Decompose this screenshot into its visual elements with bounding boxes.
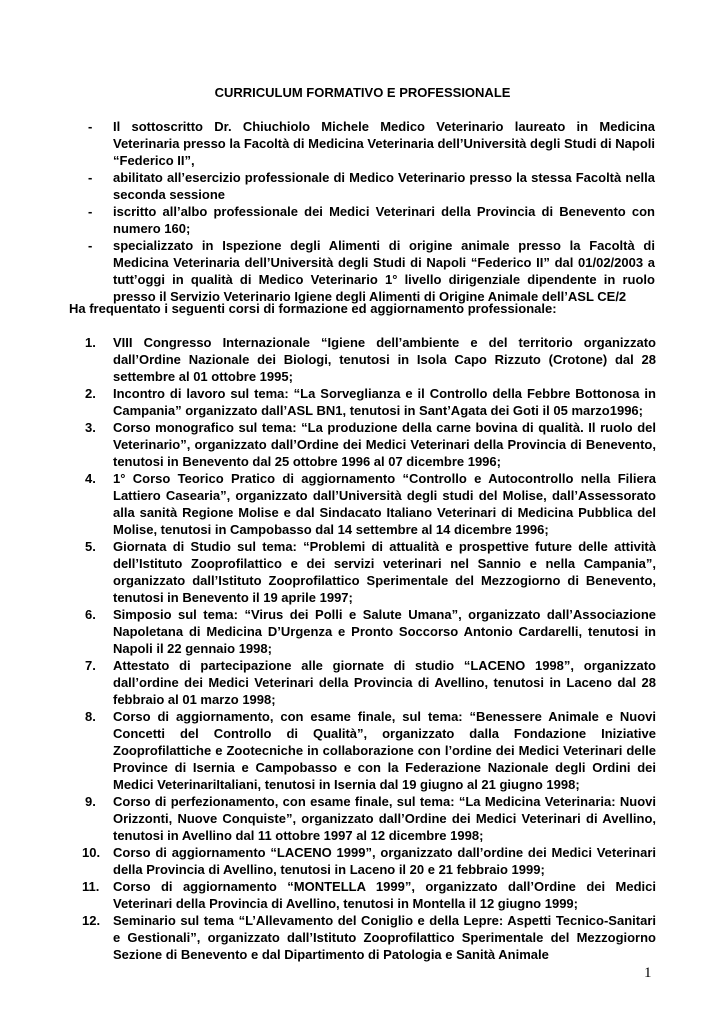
- item-number: 4.: [85, 471, 96, 486]
- item-text: Seminario sul tema “L’Allevamento del Coniglio e della Lepre: Aspetti Tecnico-Sanitari e Gestionali”, organizzato dall’Istituto Zooprofilattico Sperimentale del Mezzogiorno Sezione di Benevento e dal Dipartimento di Patologia e Sanità Animale: [113, 913, 656, 962]
- item-text: Corso di aggiornamento, con esame finale, sul tema: “Benessere Animale e Nuovi Concetti del Controllo di Qualità”, organizzato dalla Fondazione Iniziative Zooprofilattiche e Zootecniche in collaborazione con l’ordine dei Medici Veterinari delle Province di Isernia e Campobasso e con la Federazione Nazionale degli Ordini dei Medici VeterinariItaliani, tenutosi in Isernia dal 19 giugno al 21 giugno 1998;: [113, 709, 656, 792]
- item-number: 10.: [82, 845, 101, 860]
- item-number: 3.: [85, 420, 96, 435]
- item-text: Simposio sul tema: “Virus dei Polli e Salute Umana”, organizzato dall’Associazione Napoletana di Medicina D’Urgenza e Pronto Soccorso Antonio Cardarelli, tenutosi in Napoli il 22 gennaio 1998;: [113, 607, 656, 656]
- list-item: - specializzato in Ispezione degli Alimenti di origine animale presso la Facoltà di Medicina Veterinaria dell’Università degli Studi di Napoli “Federico II” dal 01/02/2003 a tutt’oggi in qualità di Medico Veterinario 1° livello dirigenziale dipendente in ruolo presso il Servizio Veterinario Igiene degli Alimenti di Origine Animale dell’ASL CE/2: [88, 237, 655, 305]
- list-item: - Il sottoscritto Dr. Chiuchiolo Michele Medico Veterinario laureato in Medicina Veterinaria presso la Facoltà di Medicina Veterinaria dell’Università degli Studi di Napoli “Federico II”,: [88, 118, 655, 169]
- list-item: - abilitato all’esercizio professionale di Medico Veterinario presso la stessa Facoltà nella seconda sessione: [88, 169, 655, 203]
- item-number: 6.: [85, 607, 96, 622]
- list-item: - iscritto all’albo professionale dei Medici Veterinari della Provincia di Benevento con numero 160;: [88, 203, 655, 237]
- item-number: 8.: [85, 709, 96, 724]
- item-number: 9.: [85, 794, 96, 809]
- list-item: [85, 793, 656, 844]
- item-text: Corso di aggiornamento “MONTELLA 1999”, organizzato dall’Ordine dei Medici Veterinari della Provincia di Avellino, tenutosi in Montella il 12 giugno 1999;: [113, 879, 656, 911]
- courses-list: [82, 334, 656, 963]
- list-item: [85, 470, 656, 538]
- list-item: [85, 385, 656, 419]
- item-text: 1° Corso Teorico Pratico di aggiornamento “Controllo e Autocontrollo nella Filiera Lattiero Casearia”, organizzato dall’Università degli studi del Molise, dall’Assessorato alla sanità Regione Molise e dal Sindacato Italiano Veterinari di Medicina Pubblica del Molise, tenutosi in Campobasso dal 14 settembre al 14 dicembre 1996;: [113, 471, 656, 537]
- item-text: Incontro di lavoro sul tema: “La Sorveglianza e il Controllo della Febbre Bottonosa in Campania” organizzato dall’ASL BN1, tenutosi in Sant’Agata dei Goti il 05 marzo1996;: [113, 386, 656, 418]
- item-text: Giornata di Studio sul tema: “Problemi di attualità e prospettive future delle attività dell’Istituto Zooprofilattico e dei servizi veterinari nel Sannio e nella Campania”, organizzato dall’Istituto Zooprofilattico Sperimentale del Mezzogiorno di Benevento, tenutosi in Benevento il 19 aprile 1997;: [113, 539, 656, 605]
- item-text: Corso di aggiornamento “LACENO 1999”, organizzato dall’ordine dei Medici Veterinari della Provincia di Avellino, tenutosi in Laceno il 20 e 21 febbraio 1999;: [113, 845, 656, 877]
- list-item: [82, 878, 656, 912]
- page-number: 1: [644, 965, 652, 981]
- item-number: 11.: [82, 879, 100, 894]
- courses-intro: Ha frequentato i seguenti corsi di formazione ed aggiornamento professionale:: [69, 301, 557, 316]
- item-text: Corso monografico sul tema: “La produzione della carne bovina di qualità. Il ruolo del Veterinario”, organizzato dall’Ordine dei Medici Veterinari della Provincia di Benevento, tenutosi in Benevento dal 25 ottobre 1996 al 07 dicembre 1996;: [113, 420, 656, 469]
- document-title: CURRICULUM FORMATIVO E PROFESSIONALE: [214, 85, 511, 100]
- item-number: 2.: [85, 386, 96, 401]
- item-number: 7.: [85, 658, 96, 673]
- list-item: [85, 538, 656, 606]
- item-number: 1.: [85, 335, 96, 350]
- item-number: 5.: [85, 539, 96, 554]
- item-text: Attestato di partecipazione alle giornate di studio “LACENO 1998”, organizzato dall’ordine dei Medici Veterinari della Provincia di Avellino, tenutosi in Laceno dal 28 febbraio al 01 marzo 1998;: [113, 658, 656, 707]
- list-item: [85, 419, 656, 470]
- item-text: VIII Congresso Internazionale “Igiene dell’ambiente e del territorio organizzato dall’Ordine Nazionale dei Biologi, tenutosi in Isola Capo Rizzuto (Crotone) dal 28 settembre al 01 ottobre 1995;: [113, 335, 656, 384]
- item-number: 12.: [82, 913, 101, 928]
- list-item: [85, 606, 656, 657]
- list-item: [85, 708, 656, 793]
- list-item: [82, 844, 656, 878]
- item-text: Corso di perfezionamento, con esame finale, sul tema: “La Medicina Veterinaria: Nuovi Orizzonti, Nuove Conquiste”, organizzato dall’Ordine dei Medici Veterinari di Avellino, tenutosi in Avellino dal 11 ottobre 1997 al 12 dicembre 1998;: [113, 794, 656, 843]
- list-item: [85, 334, 656, 385]
- qualifications-list: [88, 118, 655, 305]
- list-item: [82, 912, 656, 963]
- list-item: [85, 657, 656, 708]
